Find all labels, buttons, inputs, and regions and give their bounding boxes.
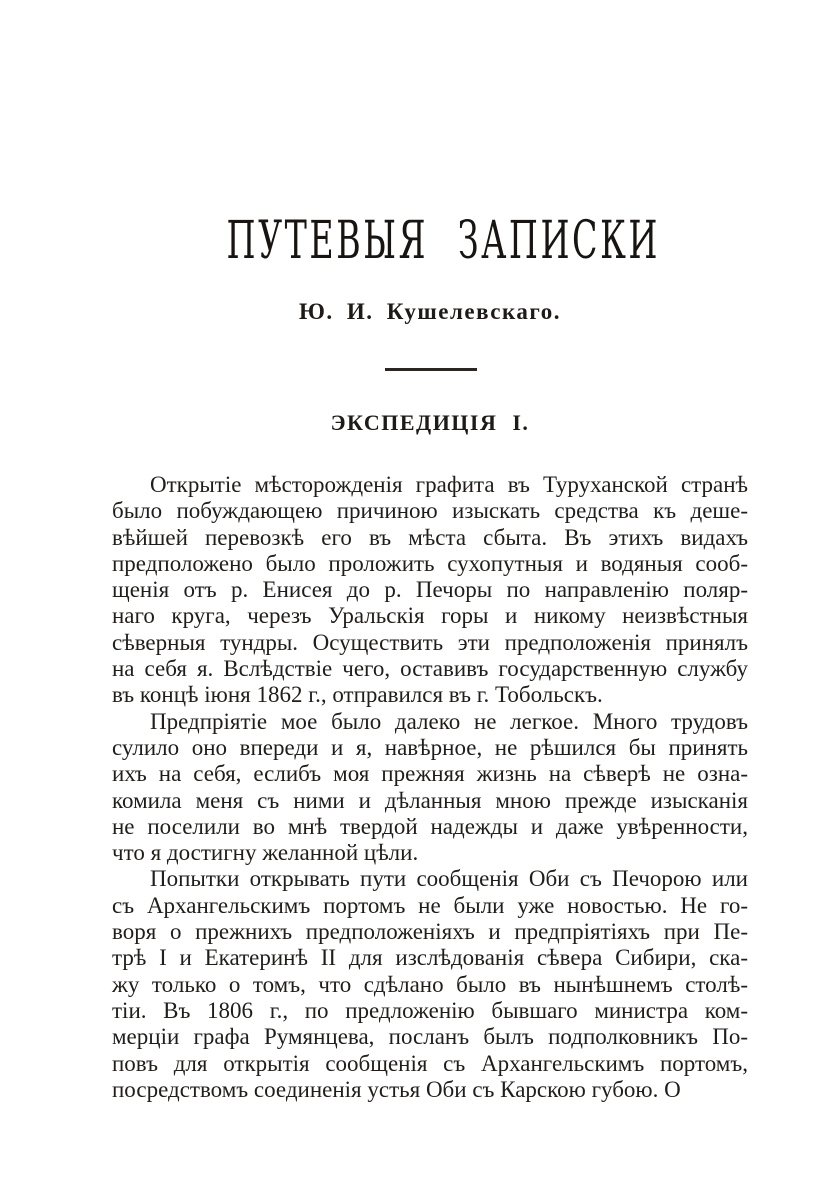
text-line: комила меня съ ними и дѣланныя мною прежде изысканія xyxy=(112,787,748,813)
text-line: Предпріятіе мое было далеко не легкое. Много трудовъ xyxy=(150,708,748,734)
text-line: въ концѣ іюня 1862 г., отправился въ г. Тобольскъ. xyxy=(112,682,603,708)
text-line: сѣверныя тундры. Осуществить эти предположенія принялъ xyxy=(112,629,748,655)
text-line: было побуждающею причиною изыскать средства къ деше- xyxy=(112,498,748,524)
text-line: воря о прежнихъ предположеніяхъ и предпріятіяхъ при Пе- xyxy=(112,919,748,945)
text-line: на себя я. Вслѣдствіе чего, оставивъ государственную службу xyxy=(112,656,748,682)
text-line: сулило оно впереди и я, навѣрное, не рѣшился бы принять xyxy=(112,734,748,760)
author-line: Ю. И. Кушелевскаго. xyxy=(298,299,562,324)
text-line: вѣйшей перевозкѣ его въ мѣста сбыта. Въ этихъ видахъ xyxy=(112,524,748,550)
paragraph xyxy=(112,709,748,867)
text-line: тіи. Въ 1806 г., по предложенію бывшаго министра ком- xyxy=(112,997,748,1023)
section-heading: ЭКСПЕДИЦІЯ I. xyxy=(330,410,530,435)
text-line: трѣ I и Екатеринѣ II для изслѣдованія сѣвера Сибири, ска- xyxy=(112,945,748,971)
text-line: не поселили во мнѣ твердой надежды и даже увѣренности, xyxy=(112,813,748,839)
text-line: предположено было проложить сухопутныя и водяныя сооб- xyxy=(112,550,748,576)
text-line: посредствомъ соединенія устья Оби съ Карскою губою. О xyxy=(112,1076,681,1102)
paragraph xyxy=(112,472,748,709)
text-line: щенія отъ р. Енисея до р. Печоры по направленію поляр- xyxy=(112,577,748,603)
text-line: Открытіе мѣсторожденія графита въ Туруханской странѣ xyxy=(150,472,748,497)
divider-rule xyxy=(385,368,477,371)
page-title: ПУТЕВЫЯ ЗАПИСКИ xyxy=(226,211,660,271)
text-line: наго круга, черезъ Уральскія горы и никому неизвѣстныя xyxy=(112,603,748,629)
text-line: мерціи графа Румянцева, посланъ былъ подполковникъ По- xyxy=(112,1024,748,1050)
text-line: жу только о томъ, что сдѣлано было въ нынѣшнемъ столѣ- xyxy=(112,971,748,997)
body-text xyxy=(112,472,748,1103)
text-line: что я достигну желанной цѣли. xyxy=(112,840,419,866)
text-line: Попытки открывать пути сообщенія Оби съ Печорою или xyxy=(150,866,748,892)
text-line: ихъ на себя, еслибъ моя прежняя жизнь на сѣверѣ не озна- xyxy=(112,761,748,787)
paragraph xyxy=(112,866,748,1103)
text-line: повъ для открытія сообщенія съ Архангельскимъ портомъ, xyxy=(112,1050,748,1076)
text-line: съ Архангельскимъ портомъ не были уже новостью. Не го- xyxy=(112,892,748,918)
